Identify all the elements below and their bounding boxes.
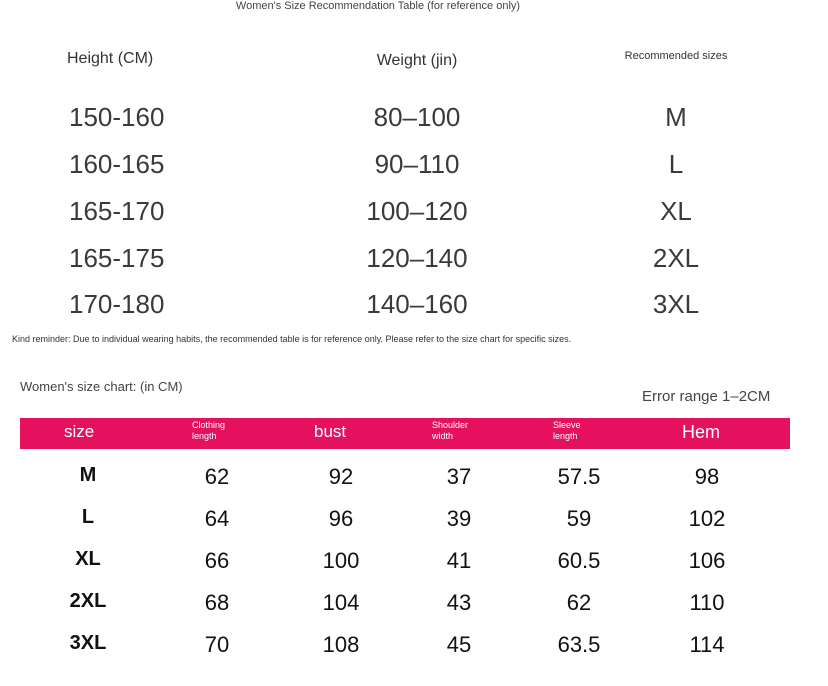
sleeve-length-value: 59 bbox=[566, 506, 592, 531]
sleeve-length-value: 63.5 bbox=[557, 632, 601, 657]
clothing-length-value: 64 bbox=[204, 506, 230, 531]
size-label: 3XL bbox=[69, 632, 107, 654]
weight-value: 100–120 bbox=[366, 196, 468, 226]
clothing-length-value: 68 bbox=[204, 590, 230, 615]
recommendation-row bbox=[0, 149, 828, 193]
bust-value: 104 bbox=[322, 590, 360, 615]
clothing-length-value: 62 bbox=[204, 464, 230, 489]
size-label: XL bbox=[75, 548, 101, 570]
col-bust: bust bbox=[314, 422, 347, 441]
weight-value: 80–100 bbox=[373, 102, 461, 132]
reminder-note: Kind reminder: Due to individual wearing habits, the recommended table is for reference only. Please refer to the size chart for specific sizes. bbox=[12, 334, 572, 344]
recommendation-row bbox=[0, 243, 828, 287]
height-value: 165-170 bbox=[69, 196, 165, 226]
size-chart-row bbox=[0, 506, 828, 546]
size-value: XL bbox=[660, 196, 692, 226]
size-chart-row bbox=[0, 632, 828, 672]
bust-value: 108 bbox=[322, 632, 360, 657]
header-height: Height (CM) bbox=[67, 50, 154, 67]
col-clothing-length bbox=[192, 420, 225, 442]
shoulder-width-value: 39 bbox=[446, 506, 472, 531]
clothing-length-value: 70 bbox=[204, 632, 230, 657]
header-recommended-size: Recommended sizes bbox=[624, 50, 728, 62]
col-clothing-length-line1: Clothing bbox=[192, 420, 226, 430]
recommendation-row bbox=[0, 196, 828, 240]
shoulder-width-value: 41 bbox=[446, 548, 472, 573]
size-value: L bbox=[668, 149, 684, 179]
hem-value: 102 bbox=[688, 506, 726, 531]
size-label: 2XL bbox=[69, 590, 107, 612]
height-value: 165-175 bbox=[69, 243, 165, 273]
size-value: 2XL bbox=[652, 243, 700, 273]
size-chart-row bbox=[0, 590, 828, 630]
shoulder-width-value: 43 bbox=[446, 590, 472, 615]
weight-value: 140–160 bbox=[366, 289, 468, 319]
col-sleeve-length bbox=[553, 420, 581, 442]
recommendation-row bbox=[0, 102, 828, 146]
bust-value: 92 bbox=[328, 464, 354, 489]
shoulder-width-value: 45 bbox=[446, 632, 472, 657]
size-chart-row bbox=[0, 548, 828, 588]
sleeve-length-value: 60.5 bbox=[557, 548, 601, 573]
col-shoulder-width bbox=[432, 420, 468, 442]
bust-value: 96 bbox=[328, 506, 354, 531]
error-range-note: Error range 1–2CM bbox=[642, 388, 771, 405]
clothing-length-value: 66 bbox=[204, 548, 230, 573]
hem-value: 98 bbox=[694, 464, 720, 489]
hem-value: 114 bbox=[689, 632, 725, 657]
hem-value: 110 bbox=[689, 590, 725, 615]
col-size: size bbox=[64, 422, 95, 441]
size-value: 3XL bbox=[652, 289, 700, 319]
recommendation-row bbox=[0, 289, 828, 333]
sleeve-length-value: 62 bbox=[566, 590, 592, 615]
size-value: M bbox=[665, 102, 687, 132]
weight-value: 120–140 bbox=[366, 243, 468, 273]
size-chart-header bbox=[20, 418, 790, 449]
size-chart-title: Women's size chart: (in CM) bbox=[20, 379, 183, 394]
height-value: 170-180 bbox=[69, 289, 165, 319]
bust-value: 100 bbox=[322, 548, 360, 573]
size-label: L bbox=[81, 506, 95, 528]
weight-value: 90–110 bbox=[374, 149, 460, 179]
hem-value: 106 bbox=[688, 548, 726, 573]
header-weight: Weight (jin) bbox=[376, 52, 458, 69]
col-clothing-length-line2: length bbox=[192, 431, 217, 441]
height-value: 150-160 bbox=[69, 102, 165, 132]
col-shoulder-width-line2: width bbox=[432, 431, 454, 441]
col-shoulder-width-line1: Shoulder bbox=[432, 420, 469, 430]
size-label: M bbox=[79, 464, 97, 486]
size-chart-row bbox=[0, 464, 828, 504]
sleeve-length-value: 57.5 bbox=[557, 464, 601, 489]
height-value: 160-165 bbox=[69, 149, 165, 179]
shoulder-width-value: 37 bbox=[446, 464, 472, 489]
col-hem: Hem bbox=[682, 422, 721, 442]
recommendation-title: Women's Size Recommendation Table (for reference only) bbox=[235, 0, 521, 12]
col-sleeve-length-line2: length bbox=[553, 431, 578, 441]
col-sleeve-length-line1: Sleeve bbox=[553, 420, 581, 430]
